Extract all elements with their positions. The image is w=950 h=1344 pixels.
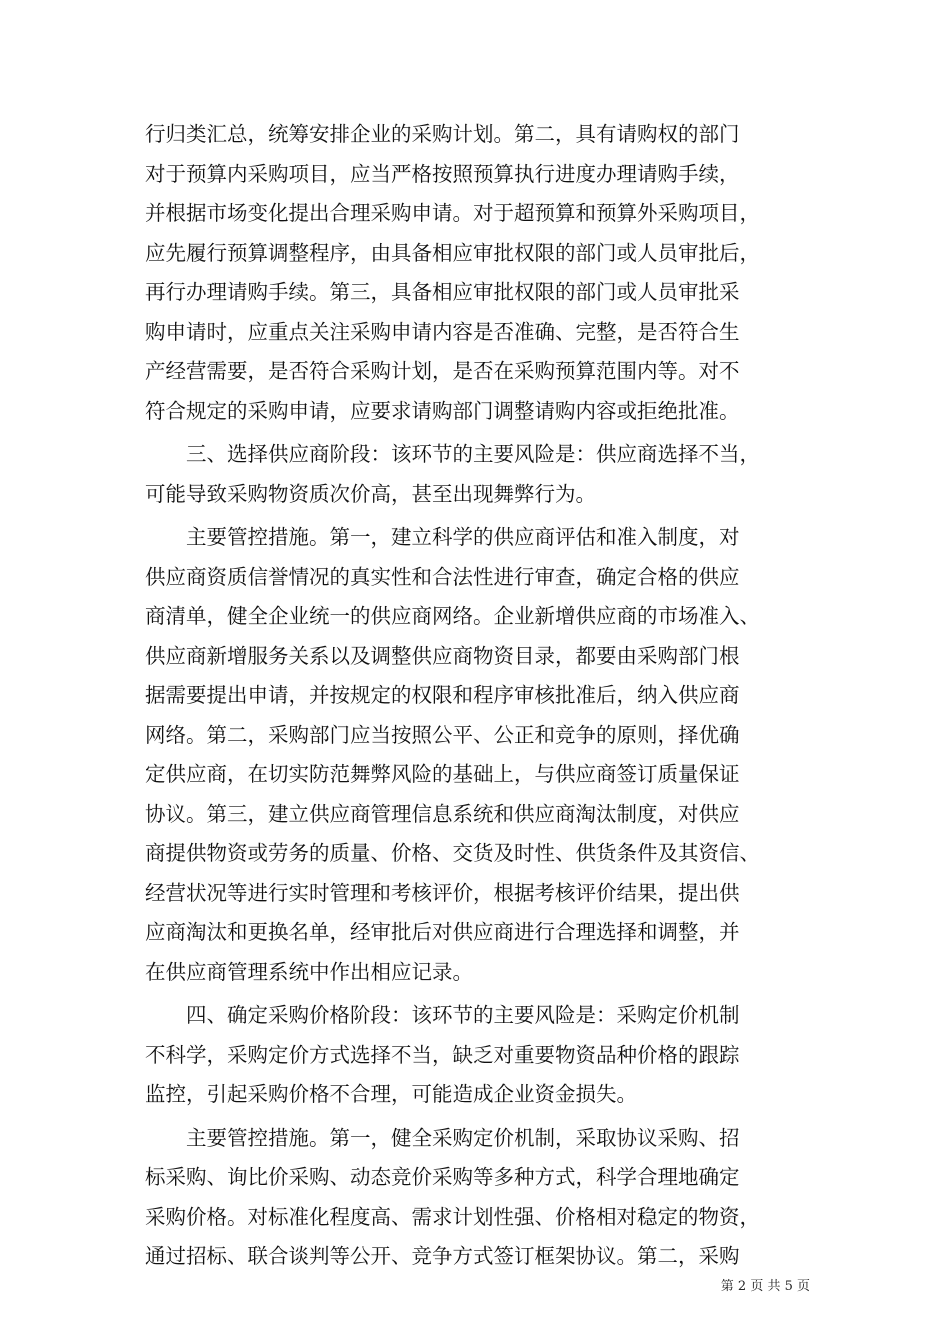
text-line: 商清单，健全企业统一的供应商网络。企业新增供应商的市场准入、 [145, 604, 760, 628]
text-line: 协议。第三，建立供应商管理信息系统和供应商淘汰制度，对供应 [145, 801, 740, 826]
text-line: 并根据市场变化提出合理采购申请。对于超预算和预算外采购项目， [145, 201, 760, 225]
text-line: 供应商资质信誉情况的真实性和合法性进行审查，确定合格的供应 [145, 564, 740, 589]
section-heading-line: 四、确定采购价格阶段：该环节的主要风险是：采购定价机制 [186, 1003, 740, 1027]
text-line: 商提供物资或劳务的质量、价格、交货及时性、供货条件及其资信、 [145, 841, 760, 865]
text-line: 符合规定的采购申请，应要求请购部门调整请购内容或拒绝批准。 [145, 398, 740, 423]
text-line: 应商淘汰和更换名单，经审批后对供应商进行合理选择和调整，并 [145, 920, 740, 944]
text-line: 产经营需要，是否符合采购计划，是否在采购预算范围内等。对不 [145, 359, 740, 383]
paragraph-first-line: 主要管控措施。第一，建立科学的供应商评估和准入制度，对 [186, 525, 740, 549]
text-line: 标采购、询比价采购、动态竞价采购等多种方式，科学合理地确定 [145, 1165, 740, 1189]
text-line: 行归类汇总，统筹安排企业的采购计划。第二，具有请购权的部门 [145, 122, 740, 146]
document-body [145, 115, 810, 1277]
text-line: 对于预算内采购项目，应当严格按照预算执行进度办理请购手续， [145, 161, 740, 186]
text-line: 采购价格。对标准化程度高、需求计划性强、价格相对稳定的物资， [145, 1204, 760, 1229]
text-line: 据需要提出申请，并按规定的权限和程序审核批准后，纳入供应商 [145, 683, 740, 707]
text-line: 定供应商，在切实防范舞弊风险的基础上，与供应商签订质量保证 [145, 762, 740, 786]
text-line: 可能导致采购物资质次价高，甚至出现舞弊行为。 [145, 481, 596, 506]
text-line: 通过招标、联合谈判等公开、竞争方式签订框架协议。第二，采购 [145, 1244, 740, 1268]
page-number: 第 2 页 共 5 页 [720, 1279, 810, 1294]
text-line: 网络。第二，采购部门应当按照公平、公正和竞争的原则，择优确 [145, 722, 740, 747]
paragraph-first-line: 主要管控措施。第一，健全采购定价机制，采取协议采购、招 [186, 1125, 740, 1150]
text-line: 购申请时，应重点关注采购申请内容是否准确、完整，是否符合生 [145, 319, 740, 344]
text-line: 应先履行预算调整程序，由具备相应审批权限的部门或人员审批后， [145, 240, 760, 265]
text-line: 不科学，采购定价方式选择不当，缺乏对重要物资品种价格的跟踪 [145, 1042, 740, 1067]
section-heading-line: 三、选择供应商阶段：该环节的主要风险是：供应商选择不当， [186, 442, 760, 466]
text-line: 经营状况等进行实时管理和考核评价，根据考核评价结果，提出供 [145, 880, 740, 905]
text-line: 监控，引起采购价格不合理，可能造成企业资金损失。 [145, 1082, 637, 1106]
text-line: 在供应商管理系统中作出相应记录。 [145, 959, 473, 984]
text-line: 供应商新增服务关系以及调整供应商物资目录，都要由采购部门根 [145, 643, 740, 668]
text-line: 再行办理请购手续。第三，具备相应审批权限的部门或人员审批采 [145, 280, 740, 304]
